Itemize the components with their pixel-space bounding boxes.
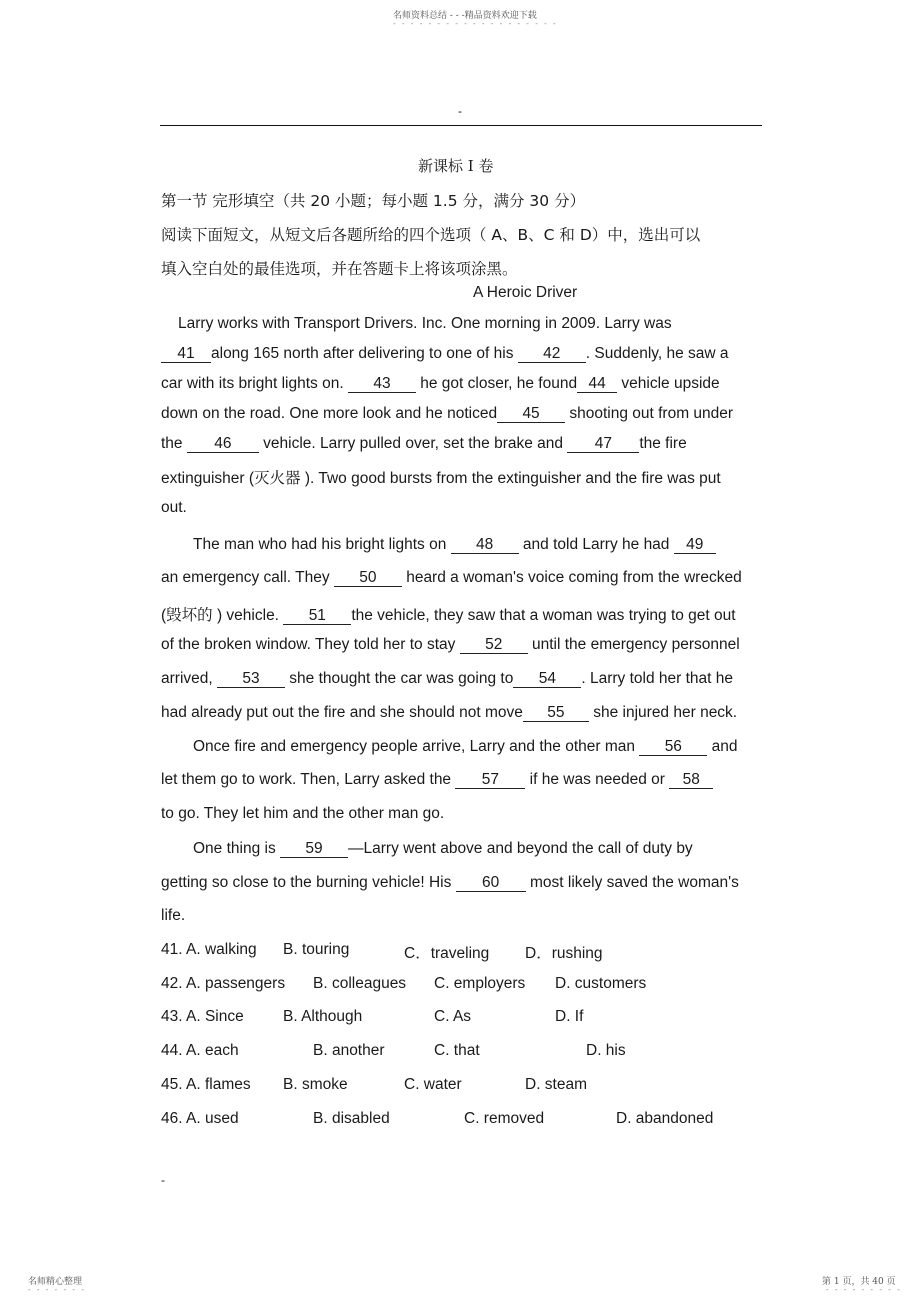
passage-line: arrived, 53 she thought the car was going to 54 . Larry told her that he (161, 670, 733, 687)
option-c: C. that (434, 1042, 480, 1059)
blank-57: 57 (455, 772, 525, 789)
footer-left-dashes: - - - - - - - (28, 1285, 86, 1294)
blank-60: 60 (456, 875, 526, 892)
section-heading: 第一节 完形填空（共 20 小题；每小题 1.5 分，满分 30 分） (161, 192, 586, 210)
passage-line: of the broken window. They told her to stay 52 until the emergency personnel (161, 636, 740, 653)
option-c: C. water (404, 1076, 462, 1093)
option-a: 41. A. walking (161, 941, 257, 958)
instruction-line-2: 填入空白处的最佳选项，并在答题卡上将该项涂黑。 (161, 260, 518, 278)
option-a: 42. A. passengers (161, 975, 286, 992)
option-c: C. employers (434, 975, 526, 992)
footer-right-dashes: - - - - - - - - - (826, 1285, 902, 1294)
blank-55: 55 (523, 705, 589, 722)
passage-line: let them go to work. Then, Larry asked the 57 if he was needed or 58 (161, 771, 713, 789)
header-rule (160, 125, 762, 126)
blank-53: 53 (217, 671, 285, 688)
passage-line: out. (161, 499, 187, 516)
blank-49: 49 (674, 537, 716, 554)
blank-47: 47 (567, 436, 639, 453)
blank-45: 45 (497, 406, 565, 423)
blank-56: 56 (639, 739, 707, 756)
blank-50: 50 (334, 570, 402, 587)
blank-46: 46 (187, 436, 259, 453)
option-d: D. abandoned (616, 1110, 714, 1127)
option-d: D. If (555, 1008, 584, 1025)
passage-line: Once fire and emergency people arrive, Larry and the other man 56 and (193, 738, 738, 755)
page-number: 第 1 页，共 40 页 (822, 1277, 896, 1287)
instruction-line-1: 阅读下面短文，从短文后各题所给的四个选项（ A、B、C 和 D）中，选出可以 (161, 226, 701, 244)
option-b: B. disabled (313, 1110, 390, 1127)
blank-51: 51 (283, 608, 351, 625)
passage-line: 41 along 165 north after delivering to one of his 42 . Suddenly, he saw a (161, 345, 729, 363)
option-a: 46. A. used (161, 1110, 239, 1127)
option-b: B. another (313, 1042, 385, 1059)
passage-line: down on the road. One more look and he noticed 45 shooting out from under (161, 405, 734, 422)
option-a: 44. A. each (161, 1042, 239, 1059)
option-d: D. his (586, 1042, 626, 1059)
blank-52: 52 (460, 637, 528, 654)
option-d: D．rushing (525, 945, 603, 962)
paper-title: 新课标 I 卷 (418, 157, 494, 175)
footer-left-note: 名师精心整理 (28, 1277, 83, 1287)
passage-line: getting so close to the burning vehicle! His 60 most likely saved the woman's (161, 874, 739, 891)
blank-58: 58 (669, 772, 713, 789)
blank-44: 44 (577, 376, 617, 393)
option-c: C．traveling (404, 945, 490, 962)
top-note: 名师资料总结 - - -精品资料欢迎下载 (393, 11, 537, 21)
option-a: 43. A. Since (161, 1008, 244, 1025)
header-dot: - (458, 104, 462, 118)
option-b: B. smoke (283, 1076, 348, 1093)
blank-48: 48 (451, 537, 519, 554)
option-b: B. touring (283, 941, 350, 958)
passage-line: One thing is 59 —Larry went above and beyond the call of duty by (193, 840, 693, 857)
option-c: C. As (434, 1008, 472, 1025)
option-b: B. colleagues (313, 975, 407, 992)
option-a: 45. A. flames (161, 1076, 251, 1093)
blank-54: 54 (513, 671, 581, 688)
passage-line: extinguisher (灭火器 ). Two good bursts from the extinguisher and the fire was put (161, 470, 721, 487)
top-dashes: - - - - - - - - - - - - - - - - - - - (393, 19, 558, 28)
passage-line: The man who had his bright lights on 48 and told Larry he had 49 (193, 536, 716, 554)
passage-line: Larry works with Transport Drivers. Inc. One morning in 2009. Larry was (178, 315, 672, 332)
passage-line: car with its bright lights on. 43 he got closer, he found 44 vehicle upside (161, 375, 720, 392)
option-c: C. removed (464, 1110, 545, 1127)
passage-line: the 46 vehicle. Larry pulled over, set the brake and 47 the fire (161, 435, 687, 452)
passage-line: to go. They let him and the other man go. (161, 805, 445, 822)
story-title: A Heroic Driver (473, 284, 578, 301)
footer-dot: - (161, 1173, 165, 1187)
blank-41: 41 (161, 346, 211, 363)
blank-42: 42 (518, 346, 586, 363)
passage-line: life. (161, 907, 186, 924)
passage-line: an emergency call. They 50 heard a woman's voice coming from the wrecked (161, 569, 742, 586)
option-d: D. steam (525, 1076, 588, 1093)
passage-line: had already put out the fire and she should not move 55 she injured her neck. (161, 704, 738, 721)
blank-43: 43 (348, 376, 416, 393)
blank-59: 59 (280, 841, 348, 858)
option-b: B. Although (283, 1008, 363, 1025)
passage-line: (毁坏的 ) vehicle. 51 the vehicle, they saw that a woman was trying to get out (161, 607, 736, 624)
option-d: D. customers (555, 975, 647, 992)
